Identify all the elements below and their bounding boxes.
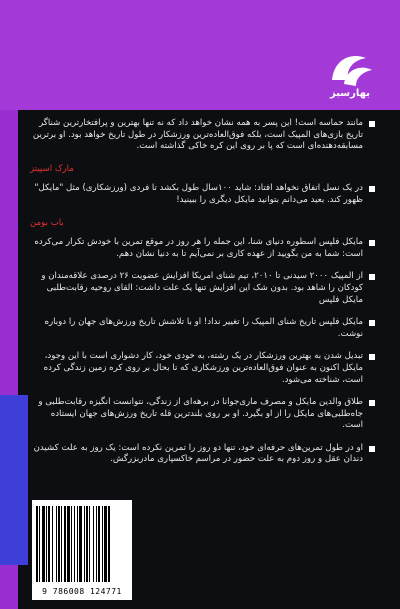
- bullet-icon: [369, 121, 375, 127]
- bullet-icon: [369, 320, 375, 326]
- isbn-number: 9 786008 124771: [42, 587, 122, 596]
- paragraph-3: [30, 237, 375, 260]
- blue-accent-block: [0, 395, 28, 565]
- barcode-bar: [71, 506, 72, 582]
- paragraph-text: او در طول تمرین‌های حرفه‌ای خود، تنها دو روز را تمرین نکرده است: یک روز به علت کشیدن دندان عقل و روز دوم به علت حضور در مراسم خاکسپاری مادربزرگش.: [33, 442, 363, 465]
- blurb-text: [30, 118, 375, 477]
- paragraph-text: طلاق والدین مایکل و مصرف ماری‌جوانا در برهه‌ای از زندگی، نتوانست انگیزه رقابت‌طلبی و جاه‌طلبی‌های مایکل را از او بگیرد. او بر روی بلندترین قله تاریخ ورزش‌های جهان ایستاده است.: [38, 397, 363, 431]
- barcode-bar: [52, 506, 53, 582]
- barcode-bar: [89, 506, 90, 582]
- bullet-icon: [369, 274, 375, 280]
- paragraph-1: [30, 118, 375, 153]
- bullet-icon: [369, 354, 375, 360]
- barcode-bar: [98, 506, 100, 582]
- barcode-bar: [74, 506, 75, 582]
- barcode-bar: [93, 506, 94, 582]
- barcode-bar: [77, 506, 78, 582]
- paragraph-5: [30, 317, 375, 340]
- barcode-bar: [58, 506, 60, 582]
- barcode-bar: [84, 506, 85, 582]
- paragraph-7: [30, 397, 375, 432]
- quote-attribution: باب بومن: [30, 217, 64, 228]
- barcode-bar: [64, 506, 66, 582]
- quote-attribution: مارک اسپیتز: [30, 163, 74, 174]
- publisher-name: بهارسبز: [329, 88, 370, 99]
- barcode-bar: [67, 506, 70, 582]
- barcode-bar: [104, 506, 107, 582]
- paragraph-text: در یک نسل اتفاق نخواهد افتاد: شاید ۱۰۰سال طول بکشد تا فردی (ورزشکاری) مثل "مایکل" ظهور کند. بعید می‌دانم بتوانید مایکل دیگری را ببینید!: [34, 183, 363, 205]
- paragraph-2: [30, 183, 375, 206]
- paragraph-text: مایکل فلپس تاریخ شنای المپیک را تغییر نداد! او با تلاشش تاریخ ورزش‌های جهان را دوباره نوشت.: [44, 317, 363, 339]
- barcode-bar: [108, 506, 110, 582]
- paragraph-8: [30, 443, 375, 466]
- barcode-bar: [102, 506, 103, 582]
- paragraph-6: [30, 351, 375, 386]
- paragraph-text: تبدیل شدن به بهترین ورزشکار در یک رشته، به خودی خود، کار دشواری است با این وجود، مایکل اکنون به عنوان فوق‌العاده‌ترین ورزشکاری که تا بحال بر روی کره زمین زندگی کرده است، شناخته می‌شود.: [43, 351, 363, 385]
- barcode-bar: [36, 506, 38, 582]
- bullet-icon: [369, 400, 375, 406]
- barcode: [32, 500, 132, 600]
- barcode-bar: [86, 506, 88, 582]
- paragraph-4: [30, 271, 375, 306]
- paragraph-text: مانند حماسه است! این پسر به همه نشان خواهد داد که نه تنها بهترین و پرافتخارترین شناگر تاریخ بازی‌های المپیک است، بلکه فوق‌العاده‌ترین ورزشکار در طول تاریخ خواهد بود. او برترین مسابقه‌دهنده‌ای است که پا بر روی این کره خاکی گذاشته است.: [32, 118, 363, 152]
- barcode-bar: [56, 506, 57, 582]
- barcode-bar: [79, 506, 82, 582]
- barcode-bar: [42, 506, 45, 582]
- bullet-icon: [369, 186, 375, 192]
- paragraph-text: مایکل فلپس اسطوره دنیای شنا، این جمله را هر روز در موقع تمرین با خودش تکرار می‌کرده است: شما به من بگویید از عهده کاری بر نمی‌آیم تا به دنیا نشان دهم.: [34, 237, 363, 259]
- barcode-bar: [61, 506, 62, 582]
- barcode-bar: [48, 506, 50, 582]
- barcode-bars: [36, 506, 128, 582]
- barcode-bar: [39, 506, 40, 582]
- barcode-bar: [46, 506, 47, 582]
- bullet-icon: [369, 446, 375, 452]
- barcode-bar: [96, 506, 97, 582]
- paragraph-text: از المپیک ۲۰۰۰ سیدنی تا ۲۰۱۰، تیم شنای امریکا افزایش عضویت ۲۶ درصدی علاقه‌مندان و کودکان را شاهد بود. بدون شک این افزایش تنها یک علت داشت: القای روحیه رقابت‌طلبی مایکل فلپس: [41, 271, 363, 305]
- bullet-icon: [369, 240, 375, 246]
